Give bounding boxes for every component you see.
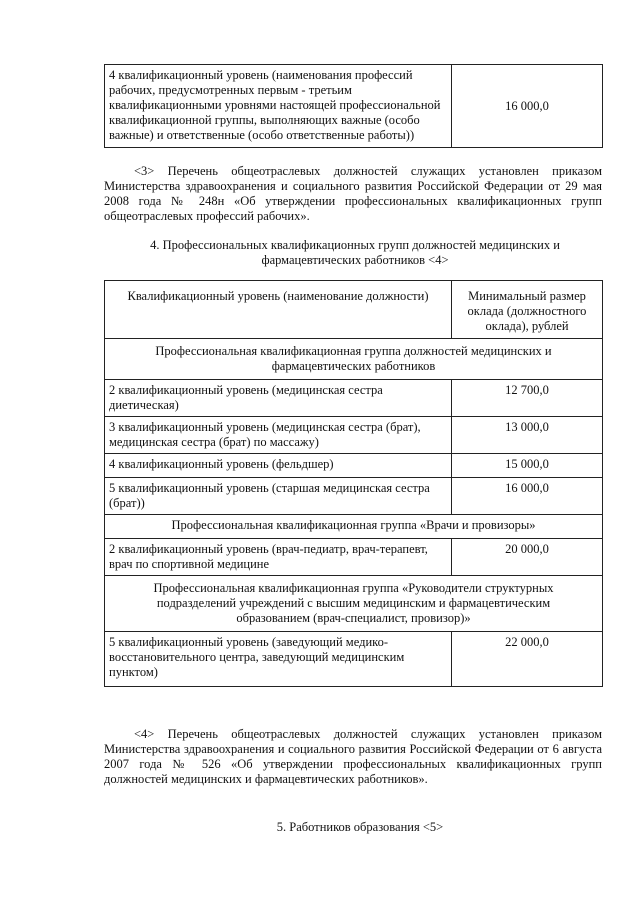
table-row (105, 417, 603, 454)
footnote-4: <4> Перечень общеотраслевых должностей служащих установлен приказом Министерства здравоохранения и социального развития Российской Федерации от 6 августа 2007 года № 526 «Об утверждении профессиональных квалификационных групп должностей медицинских и фармацевтических работников». (104, 727, 602, 786)
top-salary-table (104, 64, 603, 148)
medical-salary-table (104, 280, 603, 687)
table-row (105, 454, 603, 478)
table-row (105, 478, 603, 515)
group-row (105, 576, 603, 632)
group-row (105, 339, 603, 380)
qualification-level-cell: 5 квалификационный уровень (заведующий медико-восстановительного центра, заведующий медицинским пунктом) (105, 632, 452, 687)
section-4-title: 4. Профессиональных квалификационных групп должностей медицинских и фармацевтических работников <4> (150, 238, 560, 267)
section-5-title: 5. Работников образования <5> (276, 820, 444, 834)
salary-cell: 15 000,0 (452, 454, 603, 478)
salary-cell: 13 000,0 (452, 417, 603, 454)
salary-value: 16 000,0 (505, 98, 549, 113)
table-row (105, 539, 603, 576)
salary-cell: 22 000,0 (452, 632, 603, 687)
qualification-level-cell: 4 квалификационный уровень (фельдшер) (105, 454, 452, 478)
footnote-3: <3> Перечень общеотраслевых должностей служащих установлен приказом Министерства здравоохранения и социального развития Российской Федерации от 29 мая 2008 года № 248н «Об утверждении профессиональных квалификационных групп общеотраслевых профессий рабочих». (104, 164, 602, 223)
group-title: Профессиональная квалификационная группа «Руководители структурных подразделений учреждений с высшим медицинским и фармацевтическим образованием (врач-специалист, провизор)» (105, 576, 603, 632)
column-header-salary: Минимальный размер оклада (должностного оклада), рублей (452, 281, 603, 339)
salary-cell: 12 700,0 (452, 380, 603, 417)
salary-cell: 20 000,0 (452, 539, 603, 576)
table-header-row (105, 281, 603, 339)
table-row (105, 65, 603, 148)
qualification-level-cell: 5 квалификационный уровень (старшая медицинская сестра (брат)) (105, 478, 452, 515)
group-title: Профессиональная квалификационная группа «Врачи и провизоры» (105, 515, 603, 539)
group-row (105, 515, 603, 539)
qualification-level-cell: 2 квалификационный уровень (врач-педиатр, врач-терапевт, врач по спортивной медицине (105, 539, 452, 576)
qualification-level-cell: 2 квалификационный уровень (медицинская сестра диетическая) (105, 380, 452, 417)
group-title: Профессиональная квалификационная группа должностей медицинских и фармацевтических работников (105, 339, 603, 380)
salary-cell: 16 000,0 (452, 478, 603, 515)
salary-cell (452, 65, 603, 148)
qualification-level-cell: 3 квалификационный уровень (медицинская сестра (брат), медицинская сестра (брат) по массажу) (105, 417, 452, 454)
column-header-level: Квалификационный уровень (наименование должности) (105, 281, 452, 339)
table-row (105, 632, 603, 687)
qualification-level-cell: 4 квалификационный уровень (наименования профессий рабочих, предусмотренных первым - третьим квалификационными уровнями настоящей профессиональной квалификационной группы, выполняющих важные (особо важные) и ответственные (особо ответственные работы)) (105, 65, 452, 148)
table-row (105, 380, 603, 417)
